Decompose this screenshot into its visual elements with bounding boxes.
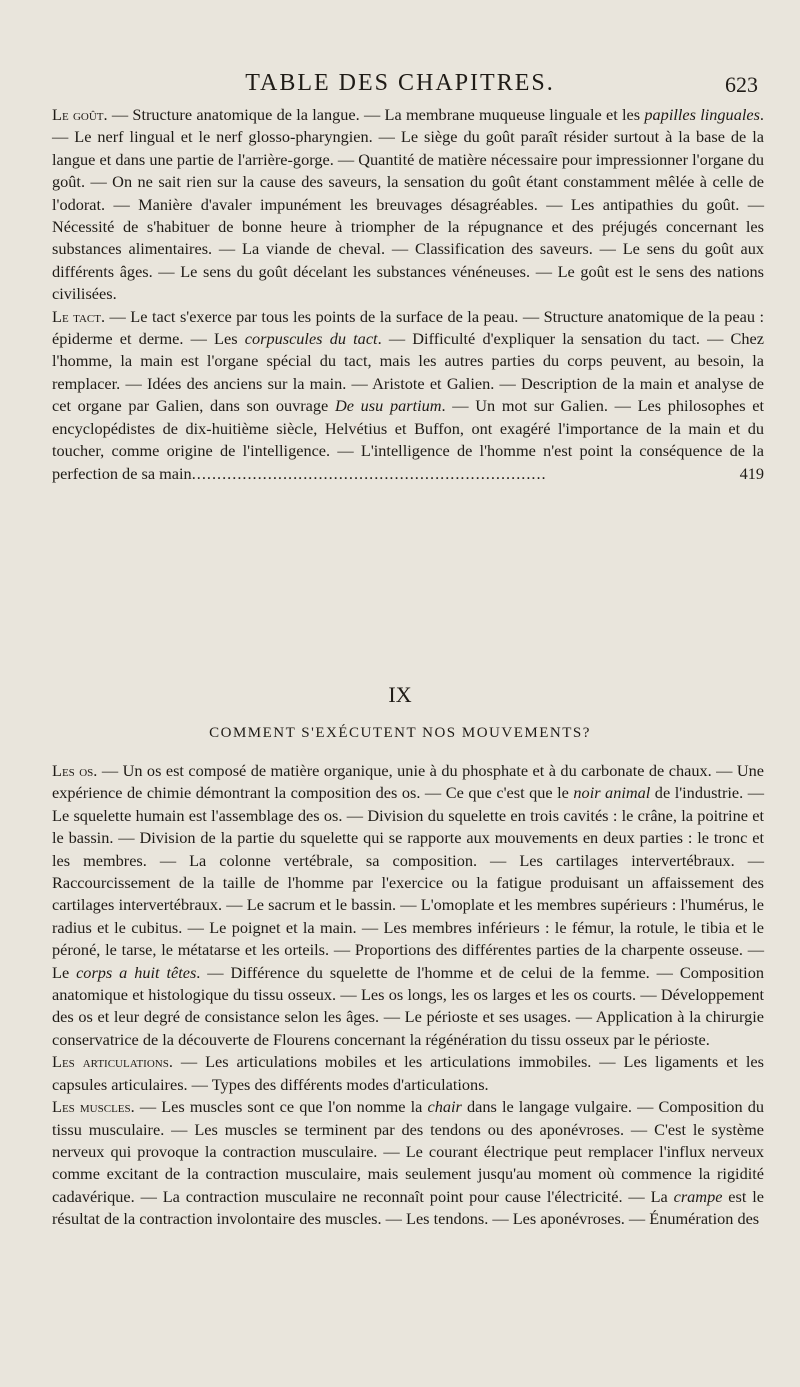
paragraph-text: . — Le nerf lingual et le nerf glosso-pharyngien. — Le siège du goût paraît résider surtout à la base de la langue et dans une partie de l'arrière-gorge. — Quantité de matière nécessaire pour impressionner l'organe du goût. — On ne sait rien sur la cause des saveurs, la sensation du goût étant constamment mêlée à celle de l'odorat. — Manière d'avaler impunément les breuvages désagréables. — Les antipathies du goût. — Nécessité de s'habituer de bonne heure à triompher de la répugnance et des préjugés concernant les substances alimentaires. — La viande de cheval. — Classification des saveurs. — Le sens du goût aux différents âges. — Le sens du goût décelant les substances vénéneuses. — Le goût est le sens des nations civilisées. [52,105,764,304]
running-head [0,70,800,100]
paragraph-italic: chair [427,1097,462,1117]
paragraph-os [52,760,764,1051]
paragraph-text: . — Difficulté d'expliquer la sensation du tact. — Chez l'homme, la main est l'organe spécial du tact, mais les autres parties du corps peuvent, au besoin, la remplacer. — Idées des anciens sur la main. — Aristote et Galien. — Description de la main et analyse de cet organe par Galien, dans son ouvrage [52,329,765,416]
section-heading: COMMENT S'EXÉCUTENT NOS MOUVEMENTS? [209,725,591,741]
paragraph-lead: Les muscles. [52,1097,135,1117]
paragraph-text: — Un os est composé de matière organique, unie à du phosphate et à du carbonate de chaux. — Une expérience de chimie démontrant la composition des os. — Ce que c'est que le [52,761,764,803]
paragraph-lead: Les os. [52,761,98,780]
paragraph-text: — Structure anatomique de la langue. — La membrane muqueuse linguale et les [107,105,645,124]
section-2-text [52,760,764,1231]
paragraph-text: — Le tact s'exerce par tous les points de la surface de la peau. — Structure anatomique de la peau : épiderme et derme. — Les [52,306,764,349]
dot-leader: ...................................................................... [191,463,547,483]
paragraph-italic: corpuscules du tact [244,329,378,349]
paragraph-tact [52,306,764,485]
paragraph-gout [52,104,764,306]
paragraph-articulations [52,1051,764,1096]
page-number: 623 [725,72,758,97]
paragraph-text: de l'industrie. — Le squelette humain est l'assemblage des os. — Division du squelette en trois cavités : le crâne, la poitrine et le bassin. — Division de la partie du squelette qui se rapporte aux mouvements en deux parties : le tronc et les membres. — La colonne vertébrale, sa composition. — Les cartilages intervertébraux. — Raccourcissement de la taille de l'homme par l'exercice ou la fatigue produisant un affaissement des cartilages intervertébraux. — Le sacrum et le bassin. — L'omoplate et les membres supérieurs : l'humérus, le radius et le cubitus. — Le poignet et la main. — Les membres inférieurs : le fémur, la rotule, le tibia et le péroné, le tarse, le métatarse et les orteils. — Proportions des différentes parties de la charpente osseuse. — Le [52,783,764,982]
section-numeral: IX [388,682,412,707]
paragraph-text: est le résultat de la contraction involontaire des muscles. — Les tendons. — Les aponévroses. — Énumération des [52,1186,764,1229]
paragraph-lead: Le tact. [52,306,106,326]
paragraph-italic: noir animal [573,783,651,803]
paragraph-lead: Les articulations. [52,1052,173,1072]
paragraph-italic: papilles linguales [644,105,760,124]
page-reference: 419 [739,463,764,483]
paragraph-italic: corps a huit têtes [76,962,197,982]
paragraph-italic: De usu partium [334,396,442,416]
paragraph-text: dans le langage vulgaire. — Composition du tissu musculaire. — Les muscles se terminent par des tendons ou des aponévroses. — C'est le système nerveux qui provoque la contraction musculaire. — Le courant électrique peut remplacer l'influx nerveux comme excitant de la contraction musculaire, mais seulement jusqu'au moment où commence la rigidité cadavérique. — La contraction musculaire ne reconnaît point pour cause l'électricité. — La [52,1097,764,1206]
paragraph-muscles [52,1096,764,1230]
paragraph-text: — Les muscles sont ce que l'on nomme la [134,1097,428,1117]
paragraph-italic: crampe [673,1186,723,1206]
paragraph-text: . — Un mot sur Galien. — Les philosophes et encyclopédistes de dix-huitième siècle, Helvétius et Buffon, ont exagéré l'importance de la main et du toucher, comme origine de l'intelligence. — L'intelligence de l'homme n'est point la conséquence de la perfection de sa main [52,396,764,483]
running-title: TABLE DES CHAPITRES. [245,70,555,96]
section-1-text [52,104,764,485]
paragraph-lead: Le goût. [52,105,108,124]
paragraph-text: — Les articulations mobiles et les articulations immobiles. — Les ligaments et les capsules articulaires. — Types des différents modes d'articulations. [52,1052,764,1094]
paragraph-text: . — Différence du squelette de l'homme et de celui de la femme. — Composition anatomique et histologique du tissu osseux. — Les os longs, les os larges et les os courts. — Développement des os et leur degré de consistance selon les âges. — Le périoste et ses usages. — Application à la chirurgie conservatrice de la découverte de Flourens concernant la régénération du tissu osseux par le périoste. [52,962,764,1049]
